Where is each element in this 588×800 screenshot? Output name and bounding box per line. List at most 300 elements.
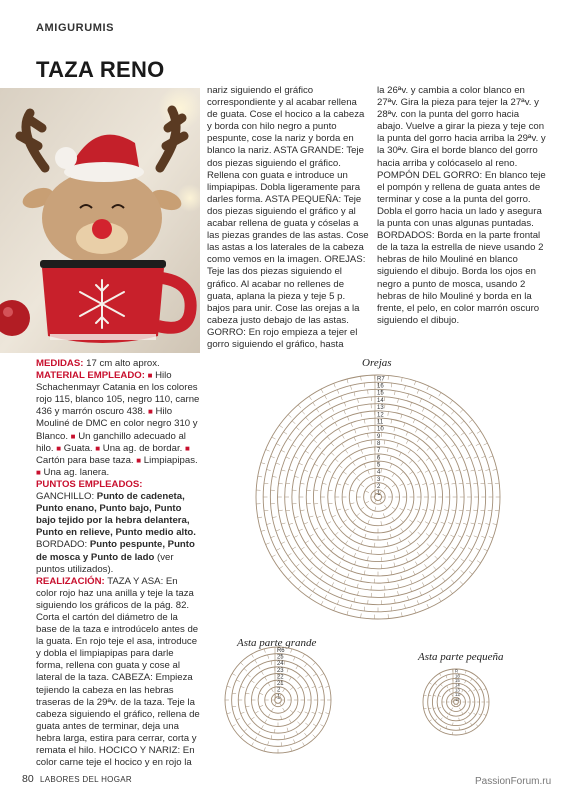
orejas-stitch: [350, 503, 354, 504]
orejas-stitch: [452, 422, 455, 425]
orejas-stitch: [441, 588, 443, 592]
orejas-stitch: [281, 542, 285, 544]
orejas-stitch: [443, 558, 446, 561]
orejas-stitch: [309, 424, 312, 427]
orejas-stitch: [410, 402, 411, 406]
orejas-stitch: [327, 437, 330, 440]
orejas-stitch: [321, 389, 323, 393]
orejas-stitch: [398, 406, 399, 410]
orejas-stitch: [264, 483, 268, 484]
col3-text: la 26ªv. y cambia a color blanco en 27ªv. Gira la pieza para tejer la 27ªv. y 28ªv. con la punta del gorro hacia abajo. Vuelve a girar la pieza y teje con la punta del gorro hacia arriba la 29ªv. y la 30ªv. Gira el borde blanco del gorro hacia arriba y colócaselo al reno. POMPÓN DEL GORRO: En blanco teje el pompón y rellena de guata antes de terminar y cose a la punta del gorro. Dobla el gorro hacia un lado y asegura la punta con unas algunas puntadas. BORDADOS: Borda en la parte frontal de la taza la estrella de nieve usando 2 hebras de hilo Mouliné en blanco siguiendo el dibujo. Borda los ojos en negro a punto de mosca, usando 2 hebras de hilo Mouliné y borda en la frente, el pelo, en color marrón oscuro siguiendo el dibujo.: [377, 85, 546, 326]
orejas-round-label: 15: [377, 390, 384, 397]
orejas-stitch: [294, 476, 298, 477]
orejas-stitch: [417, 390, 419, 394]
orejas-stitch: [435, 545, 438, 548]
asta-grande-round-label: 1: [277, 694, 281, 701]
orejas-stitch: [349, 535, 351, 539]
orejas-stitch: [466, 457, 470, 459]
orejas-stitch: [441, 470, 445, 472]
orejas-stitch: [288, 577, 291, 580]
orejas-stitch: [411, 580, 413, 584]
asta-pequena-stitch: [429, 720, 431, 722]
orejas-round-label: 10: [377, 426, 384, 433]
material-item: Hilo Schachenmayr Catania en los colores rojo 115, blanco 105, negro 110, carne 436 y marrón oscuro 438.: [36, 370, 200, 418]
asta-grande-stitch: [248, 723, 251, 726]
orejas-stitch: [442, 578, 445, 581]
orejas-stitch: [332, 408, 334, 412]
orejas-stitch: [456, 470, 460, 471]
orejas-stitch: [432, 405, 434, 409]
orejas-stitch: [444, 567, 447, 570]
orejas-stitch: [381, 469, 382, 473]
asta-grande-stitch: [232, 674, 235, 676]
orejas-stitch: [310, 558, 313, 561]
orejas-stitch: [314, 440, 317, 443]
orejas-round-label: 11: [377, 419, 384, 426]
orejas-stitch: [422, 582, 424, 586]
orejas-stitch: [324, 560, 327, 563]
asta-pequena-stitch: [484, 689, 487, 690]
orejas-stitch: [435, 533, 439, 535]
orejas-stitch: [474, 457, 478, 459]
orejas-round-label: 8: [377, 440, 381, 447]
asta-grande-stitch: [248, 674, 251, 677]
orejas-stitch: [468, 444, 472, 446]
orejas-round-label: 12: [377, 412, 384, 419]
orejas-stitch: [271, 536, 275, 538]
orejas-stitch: [351, 386, 352, 390]
asta-grande-stitch: [258, 731, 260, 734]
orejas-stitch: [392, 473, 394, 477]
orejas-stitch: [266, 543, 270, 545]
asta-pequena-round-label: 12: [455, 692, 460, 698]
orejas-stitch: [294, 457, 298, 459]
orejas-stitch: [316, 409, 318, 413]
asta-grande-stitch: [255, 660, 257, 663]
asta-pequena-stitch: [470, 723, 472, 725]
asta-grande-stitch: [236, 680, 240, 682]
asta-grande-title: Asta parte grande: [237, 637, 317, 649]
orejas-stitch: [320, 576, 322, 580]
orejas-stitch: [284, 560, 288, 562]
orejas-stitch: [325, 395, 327, 399]
orejas-stitch: [365, 491, 369, 493]
material-item: Una ag. de bordar.: [102, 442, 183, 454]
orejas-stitch: [339, 465, 342, 468]
bullet-icon: ■: [136, 455, 142, 465]
orejas-stitch: [267, 523, 271, 524]
orejas-stitch: [474, 536, 478, 538]
orejas-stitch: [358, 591, 359, 595]
orejas-stitch: [408, 541, 410, 545]
orejas-stitch: [415, 484, 419, 485]
orejas-stitch: [320, 567, 323, 570]
orejas-title: Orejas: [362, 357, 392, 369]
orejas-stitch: [417, 552, 419, 556]
orejas-stitch: [288, 553, 292, 555]
orejas-stitch: [469, 572, 472, 575]
asta-pequena-stitch: [479, 714, 482, 715]
orejas-stitch: [406, 558, 408, 562]
orejas-stitch: [399, 538, 401, 542]
orejas-stitch: [468, 548, 472, 550]
asta-pequena-stitch: [440, 673, 441, 675]
orejas-stitch: [364, 419, 365, 423]
orejas-stitch: [302, 411, 305, 414]
orejas-stitch: [481, 456, 485, 458]
orejas-stitch: [394, 563, 395, 567]
asta-grande-stitch: [289, 677, 291, 680]
orejas-stitch: [272, 437, 276, 439]
asta-grande-stitch: [271, 708, 273, 711]
asta-pequena-stitch: [459, 708, 460, 710]
orejas-stitch: [351, 423, 352, 427]
orejas-stitch: [271, 456, 275, 458]
orejas-stitch: [391, 383, 392, 387]
orejas-stitch: [394, 427, 395, 431]
orejas-stitch: [401, 576, 402, 580]
orejas-stitch: [343, 472, 346, 475]
asta-grande-stitch: [298, 711, 301, 713]
orejas-stitch: [397, 443, 399, 447]
orejas-stitch: [461, 559, 464, 562]
asta-grande-stitch: [296, 731, 298, 734]
orejas-stitch: [401, 612, 402, 616]
orejas-stitch: [300, 510, 304, 511]
orejas-stitch: [417, 521, 421, 523]
asta-pequena-stitch: [435, 683, 437, 685]
orejas-stitch: [450, 400, 453, 403]
orejas-stitch: [296, 427, 299, 430]
orejas-stitch: [300, 434, 303, 437]
orejas-stitch: [384, 505, 387, 508]
orejas-stitch: [368, 564, 369, 568]
orejas-stitch: [300, 483, 304, 484]
orejas-stitch: [459, 510, 463, 511]
bullet-icon: ■: [70, 431, 76, 441]
orejas-stitch: [387, 542, 388, 546]
asta-grande-stitch: [290, 687, 293, 690]
orejas-stitch: [320, 415, 322, 419]
orejas-stitch: [463, 470, 467, 471]
puntos-label: PUNTOS EMPLEADOS:: [36, 478, 143, 490]
orejas-stitch: [289, 470, 293, 471]
asta-grande-stitch: [264, 747, 265, 751]
orejas-stitch: [450, 590, 453, 593]
orejas-stitch: [424, 564, 426, 568]
orejas-stitch: [322, 539, 325, 542]
orejas-stitch: [339, 429, 341, 433]
medidas-label: MEDIDAS:: [36, 358, 84, 369]
asta-grande-stitch: [268, 741, 269, 745]
orejas-stitch: [413, 419, 415, 423]
asta-grande-stitch: [283, 689, 285, 692]
orejas-stitch: [452, 547, 456, 549]
asta-grande-stitch: [293, 657, 294, 661]
orejas-stitch: [339, 526, 342, 529]
orejas-round-label: 6: [377, 455, 381, 462]
orejas-stitch: [342, 547, 344, 551]
orejas-stitch: [392, 484, 395, 487]
asta-pequena-stitch: [470, 679, 472, 681]
orejas-stitch: [300, 558, 303, 561]
orejas-stitch: [433, 415, 435, 419]
orejas-stitch: [433, 567, 436, 570]
orejas-stitch: [398, 591, 399, 595]
orejas-stitch: [452, 483, 456, 484]
orejas-stitch: [384, 486, 387, 489]
orejas-stitch: [327, 470, 331, 472]
orejas-stitch: [461, 421, 464, 424]
asta-grande-stitch: [255, 737, 257, 740]
orejas-stitch: [422, 408, 424, 412]
orejas-stitch: [398, 584, 399, 588]
orejas-stitch: [456, 523, 460, 524]
asta-pequena-round-label: R: [455, 668, 459, 674]
orejas-stitch: [417, 448, 420, 451]
orejas-stitch: [286, 535, 290, 537]
orejas-round-label: 9: [377, 433, 381, 440]
orejas-stitch: [344, 402, 345, 406]
orejas-stitch: [351, 567, 352, 571]
material-item: Limpiapipas.: [143, 454, 198, 466]
orejas-stitch: [394, 555, 395, 559]
asta-grande-round-label: 25: [277, 654, 284, 661]
orejas-stitch: [466, 483, 470, 484]
orejas-stitch: [343, 520, 346, 523]
asta-pequena-stitch: [424, 695, 427, 696]
orejas-stitch: [381, 521, 382, 525]
orejas-stitch: [357, 584, 358, 588]
orejas-stitch: [430, 483, 434, 484]
orejas-stitch: [272, 476, 276, 477]
orejas-stitch: [444, 483, 448, 484]
orejas-stitch: [399, 452, 401, 456]
orejas-stitch: [278, 483, 282, 484]
orejas-stitch: [314, 528, 318, 530]
asta-grande-round-label: R6: [277, 647, 285, 654]
orejas-stitch: [368, 433, 369, 437]
orejas-diagram: [256, 375, 500, 619]
realizacion-text: En color rojo haz una anilla y teje la taza siguiendo los gráficos de la pág. 82. Corta el cartón del diámetro de la base de la taza e introdúcelo antes de la guata. En rojo teje el asa, introduce y dobla el limpiapipas para darle forma, rellena con guata y cose al lateral de la taza. CABEZA: Empieza tejiendo la cabeza en las hebras traseras de la 29ªv. de la taza. Teje la cabeza siguiendo el gráfico, rellena de guata antes de terminar, deja una hebra larga, estira para cerrar, corta y remata el hilo. HOCICO Y NARIZ: En color carne teje el hocico y en rojo la: [36, 575, 200, 769]
orejas-stitch: [401, 377, 402, 381]
orejas-stitch: [415, 429, 417, 433]
asta-grande-stitch: [264, 649, 265, 653]
section-label: AMIGURUMIS: [36, 22, 115, 34]
realizacion-label: REALIZACIÓN:: [36, 575, 105, 587]
asta-pequena-stitch: [438, 696, 441, 697]
magazine-name: LABORES DEL HOGAR: [40, 775, 132, 784]
orejas-stitch: [364, 571, 365, 575]
orejas-stitch: [458, 536, 462, 538]
asta-pequena-stitch: [447, 686, 448, 688]
orejas-stitch: [473, 483, 477, 484]
asta-grande-stitch: [241, 712, 245, 713]
orejas-stitch: [422, 509, 426, 510]
asta-grande-stitch: [296, 666, 298, 669]
orejas-stitch: [391, 607, 392, 611]
orejas-stitch: [309, 477, 313, 478]
material-item: Hilo Mouliné de DMC en color negro 310 y Blanco.: [36, 406, 198, 442]
orejas-stitch: [361, 450, 362, 454]
orejas-stitch: [430, 510, 434, 511]
orejas-stitch: [345, 541, 347, 545]
orejas-stitch: [443, 546, 446, 549]
orejas-stitch: [493, 524, 497, 525]
orejas-stitch: [489, 537, 493, 538]
orejas-stitch: [451, 411, 454, 414]
orejas-stitch: [401, 528, 404, 531]
orejas-stitch: [435, 446, 438, 449]
orejas-stitch: [383, 513, 384, 517]
asta-grande-round-label: 24: [277, 661, 284, 668]
orejas-stitch: [324, 430, 327, 433]
asta-grande-stitch: [305, 674, 308, 677]
orejas-stitch: [296, 564, 299, 567]
asta-grande-stitch: [252, 654, 254, 657]
asta-pequena-round-label: 11: [455, 696, 460, 702]
orejas-stitch: [409, 460, 412, 463]
asta-grande-round-label: 21: [277, 681, 284, 688]
orejas-stitch: [304, 523, 308, 524]
orejas-stitch: [309, 594, 311, 598]
asta-grande-stitch: [313, 674, 316, 676]
orejas-stitch: [400, 519, 403, 522]
orejas-stitch: [480, 483, 484, 484]
orejas-stitch: [318, 446, 321, 449]
asta-grande-stitch: [287, 728, 288, 732]
orejas-stitch: [398, 399, 399, 403]
asta-pequena-stitch: [433, 708, 436, 709]
orejas-stitch: [394, 435, 395, 439]
orejas-stitch: [342, 555, 344, 559]
orejas-stitch: [294, 536, 298, 538]
asta-pequena-stitch: [449, 690, 450, 692]
orejas-stitch: [433, 424, 436, 427]
orejas-stitch: [460, 547, 464, 549]
orejas-stitch: [485, 470, 489, 471]
material-item: Cartón para base taza.: [36, 454, 134, 466]
asta-grande-stitch: [304, 733, 306, 736]
asta-pequena-stitch: [446, 726, 447, 729]
orejas-stitch: [347, 611, 348, 615]
orejas-stitch: [299, 529, 303, 531]
orejas-stitch: [448, 523, 452, 524]
orejas-stitch: [371, 477, 372, 481]
orejas-stitch: [391, 419, 392, 423]
asta-grande-stitch: [251, 681, 254, 683]
asta-pequena-stitch: [429, 708, 432, 709]
orejas-stitch: [422, 574, 424, 578]
bullet-icon: ■: [184, 443, 190, 453]
orejas-stitch: [481, 536, 485, 538]
orejas-stitch: [281, 523, 285, 524]
orejas-stitch: [391, 571, 392, 575]
orejas-stitch: [345, 450, 347, 454]
orejas-stitch: [354, 598, 355, 602]
orejas-stitch: [337, 484, 341, 485]
orejas-stitch: [354, 392, 355, 396]
asta-grande-stitch: [319, 712, 323, 713]
orejas-stitch: [316, 582, 318, 586]
orejas-stitch: [439, 598, 441, 602]
asta-grande-stitch: [283, 708, 285, 711]
orejas-stitch: [276, 444, 280, 446]
orejas-stitch: [461, 570, 464, 573]
orejas-stitch: [471, 470, 475, 471]
bullet-icon: ■: [95, 443, 101, 453]
orejas-stitch: [473, 510, 477, 511]
asta-pequena-title: Asta parte pequeña: [418, 651, 504, 663]
asta-pequena-stitch: [424, 708, 427, 709]
orejas-stitch: [407, 394, 408, 398]
asta-grande-round-label: 2: [277, 687, 281, 694]
asta-pequena-round-label: 16: [455, 673, 460, 679]
orejas-stitch: [335, 422, 337, 426]
orejas-stitch: [357, 513, 360, 516]
orejas-stitch: [327, 522, 331, 524]
orejas-stitch: [388, 412, 389, 416]
orejas-stitch: [427, 386, 429, 390]
orejas-stitch: [427, 447, 430, 450]
asta-grande-stitch: [271, 661, 272, 665]
asta-grande-stitch: [281, 716, 282, 720]
orejas-stitch: [489, 456, 493, 457]
asta-grande-stitch: [293, 739, 294, 743]
asta-pequena-stitch: [465, 681, 466, 684]
orejas-stitch: [414, 609, 415, 613]
orejas-stitch: [493, 469, 497, 470]
orejas-stitch: [444, 424, 447, 427]
orejas-stitch: [301, 444, 305, 446]
orejas-stitch: [476, 444, 480, 446]
orejas-stitch: [404, 567, 405, 571]
orejas-stitch: [422, 483, 426, 484]
orejas-stitch: [258, 517, 262, 518]
orejas-stitch: [317, 516, 321, 517]
orejas-stitch: [415, 562, 417, 566]
orejas-stitch: [478, 523, 482, 524]
orejas-stitch: [357, 478, 360, 481]
orejas-stitch: [328, 402, 330, 406]
asta-grande-stitch: [265, 677, 267, 680]
orejas-stitch: [331, 443, 334, 446]
orejas-stitch: [286, 483, 290, 484]
bullet-icon: ■: [56, 443, 62, 453]
orejas-stitch: [286, 457, 290, 459]
asta-pequena-diagram: [423, 669, 489, 735]
material-item: Un ganchillo adecuado al hilo.: [36, 430, 186, 454]
asta-grande-stitch: [287, 668, 288, 672]
asta-pequena-stitch: [433, 695, 436, 696]
orejas-stitch: [401, 414, 402, 418]
asta-pequena-stitch: [441, 718, 443, 720]
orejas-stitch: [314, 464, 318, 466]
asta-grande-stitch: [305, 723, 308, 726]
orejas-round-label: 4: [377, 469, 381, 476]
orejas-stitch: [304, 470, 308, 471]
orejas-stitch: [426, 458, 429, 461]
asta-grande-stitch: [255, 687, 258, 689]
material-item: Una ag. lanera.: [43, 466, 110, 478]
asta-pequena-stitch: [440, 728, 441, 730]
orejas-stitch: [466, 510, 470, 511]
asta-grande-stitch: [258, 666, 260, 669]
orejas-stitch: [310, 458, 314, 460]
orejas-stitch: [306, 417, 309, 420]
orejas-stitch: [334, 383, 336, 387]
orejas-stitch: [392, 507, 395, 510]
